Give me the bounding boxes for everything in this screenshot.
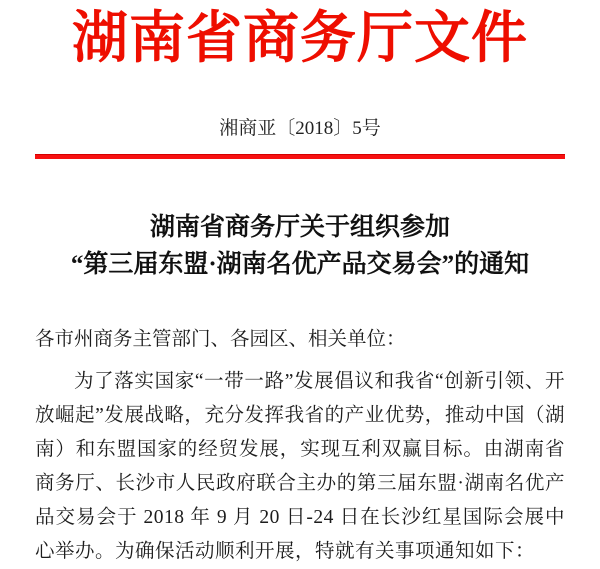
document-title-line2: “第三届东盟·湖南名优产品交易会”的通知: [70, 251, 530, 278]
document-title-line1: 湖南省商务厅关于组织参加: [149, 214, 450, 241]
body-paragraph: 为了落实国家“一带一路”发展倡议和我省“创新引领、开放崛起”发展战略，充分发挥我省的产业优势，推动中国（湖南）和东盟国家的经贸发展，实现互利双赢目标。由湖南省商务厅、长沙市人民政府联合主办的第三届东盟·湖南名优产品交易会于 2018 年 9 月 20 日-24 日在长沙红星国际会展中心举办。为确保活动顺利开展，特就有关事项通知如下：: [35, 371, 565, 562]
document-title: [20, 209, 580, 283]
salutation-line: 各市州商务主管部门、各园区、相关单位：: [35, 329, 406, 350]
red-divider-line: [35, 154, 565, 159]
document-header-title: 湖南省商务厅文件: [72, 8, 528, 70]
document-number: 湘商亚〔2018〕5号: [219, 118, 381, 139]
